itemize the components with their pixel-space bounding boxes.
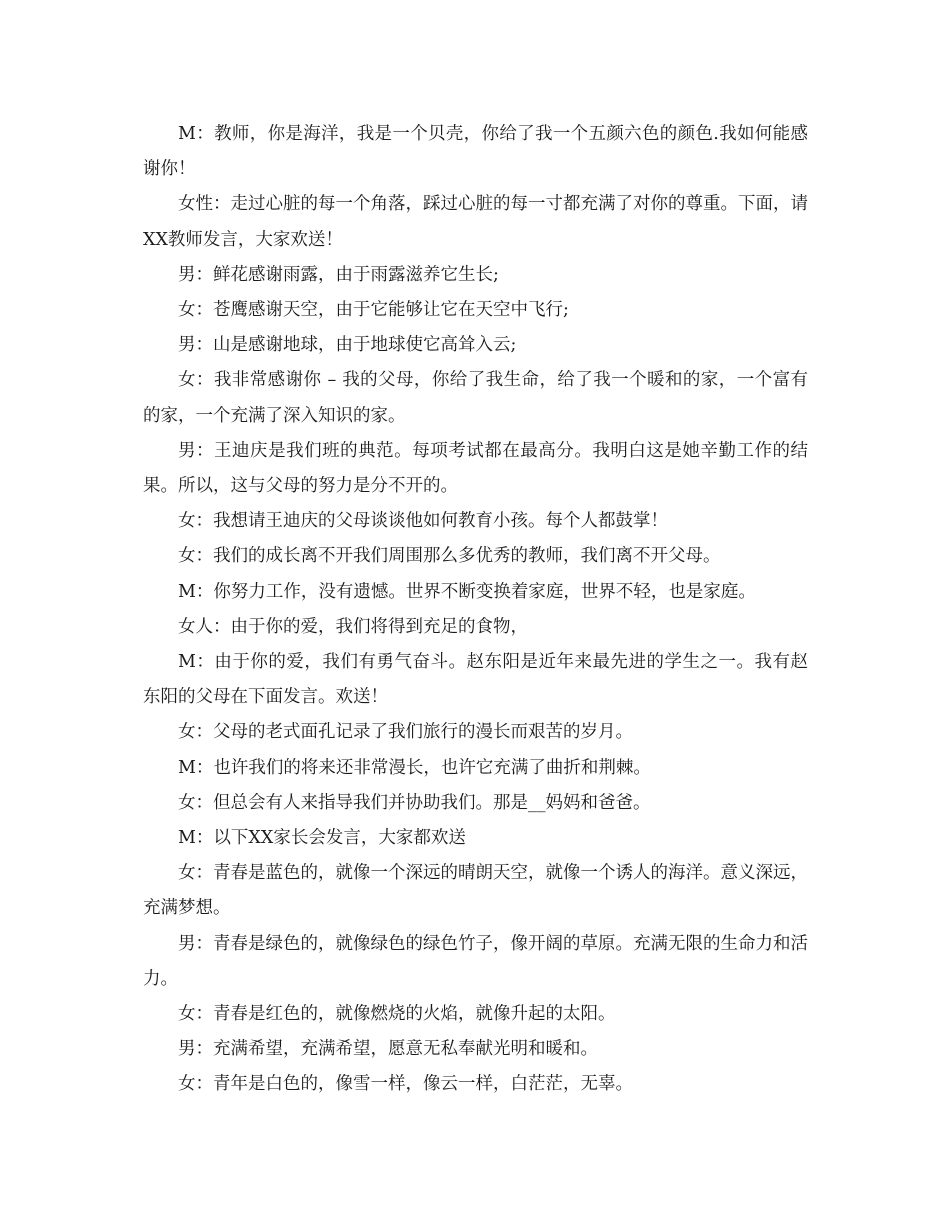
paragraph: 女：父母的老式面孔记录了我们旅行的漫长而艰苦的岁月。 [178, 722, 633, 743]
document-body [143, 117, 808, 1103]
paragraph: 男：山是感谢地球，由于地球使它高耸入云; [178, 335, 517, 356]
paragraph: 男：鲜花感谢雨露，由于雨露滋养它生长; [178, 264, 499, 285]
paragraph: 女：苍鹰感谢天空，由于它能够让它在天空中飞行; [178, 300, 569, 321]
paragraph: M：以下XX家长会发言，大家都欢送 [178, 828, 466, 849]
paragraph: M：教师，你是海洋，我是一个贝壳，你给了我一个五颜六色的颜色.我如何能感谢你！ [143, 124, 808, 180]
paragraph: 女：但总会有人来指导我们并协助我们。那是__妈妈和爸爸。 [178, 792, 651, 813]
paragraph: M：由于你的爱，我们有勇气奋斗。赵东阳是近年来最先进的学生之一。我有赵东阳的父母在下面发言。欢送！ [143, 652, 808, 708]
paragraph: 男：青春是绿色的，就像绿色的绿色竹子，像开阔的草原。充满无限的生命力和活力。 [143, 933, 808, 989]
paragraph: 女性：走过心脏的每一个角落，踩过心脏的每一寸都充满了对你的尊重。下面，请XX教师发言，大家欢送！ [143, 194, 808, 250]
paragraph: M：你努力工作，没有遗憾。世界不断变换着家庭，世界不轻，也是家庭。 [178, 581, 756, 602]
paragraph: 女：青年是白色的，像雪一样，像云一样，白茫茫，无辜。 [178, 1074, 633, 1095]
paragraph: 女：青春是蓝色的，就像一个深远的晴朗天空，就像一个诱人的海洋。意义深远，充满梦想。 [143, 863, 808, 919]
paragraph: M：也许我们的将来还非常漫长，也许它充满了曲折和荆棘。 [178, 757, 651, 778]
paragraph: 男：充满希望，充满希望，愿意无私奉献光明和暖和。 [178, 1039, 598, 1060]
paragraph: 女：青春是红色的，就像燃烧的火焰，就像升起的太阳。 [178, 1004, 616, 1025]
paragraph: 女人：由于你的爱，我们将得到充足的食物， [178, 616, 528, 637]
paragraph: 女：我们的成长离不开我们周围那么多优秀的教师，我们离不开父母。 [178, 546, 721, 567]
paragraph: 女：我非常感谢你 – 我的父母，你给了我生命，给了我一个暖和的家，一个富有的家，一个充满了深入知识的家。 [143, 370, 808, 426]
paragraph: 男：王迪庆是我们班的典范。每项考试都在最高分。我明白这是她辛勤工作的结果。所以，这与父母的努力是分不开的。 [143, 440, 808, 497]
paragraph: 女：我想请王迪庆的父母谈谈他如何教育小孩。每个人都鼓掌！ [178, 511, 668, 532]
